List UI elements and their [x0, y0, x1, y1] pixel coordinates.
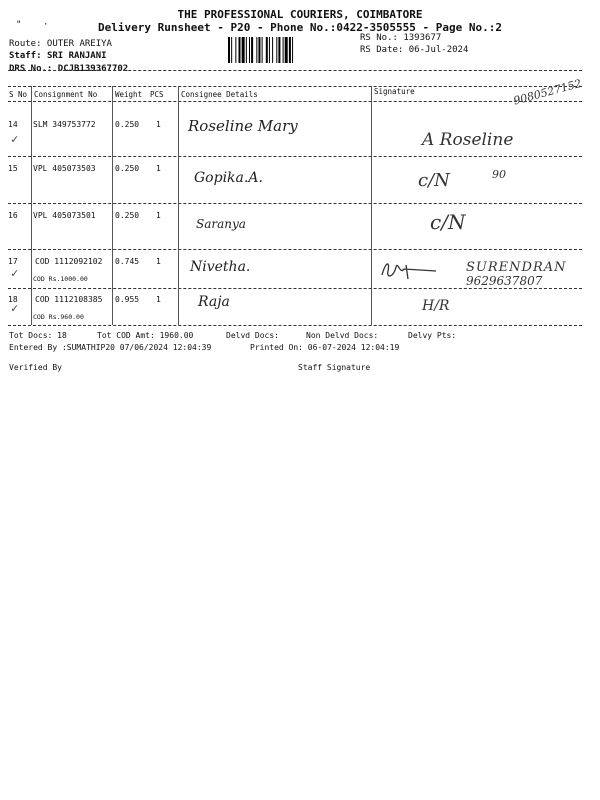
row-sno: 14	[8, 120, 18, 129]
row-consignee: Saranya	[196, 217, 246, 231]
row-pcs: 1	[156, 257, 161, 266]
row-divider-4	[8, 288, 582, 289]
col-line-2	[112, 86, 113, 325]
col-header-consignee: Consignee Details	[181, 90, 258, 99]
staff-line	[9, 51, 107, 61]
row-divider-2	[8, 203, 582, 204]
company-title: THE PROFESSIONAL COURIERS, COIMBATORE	[177, 8, 423, 21]
header-bottom-divider	[8, 101, 582, 102]
row-weight: 0.250	[115, 211, 140, 220]
row-signature: c/N	[418, 170, 450, 191]
col-header-signature: Signature	[374, 87, 415, 96]
row-cod-amount: COD Rs.1000.00	[33, 275, 88, 283]
row-sno: 18	[8, 295, 18, 304]
row-weight: 0.955	[115, 295, 140, 304]
col-header-sno: S No	[9, 90, 28, 99]
signature-scribble	[376, 257, 456, 283]
header-top-divider	[8, 86, 582, 87]
table-bottom-divider	[8, 325, 582, 326]
row-pcs: 1	[156, 120, 161, 129]
row-weight: 0.745	[115, 257, 140, 266]
row-sno: 17	[8, 257, 18, 266]
delivery-points: Delvy Pts:	[408, 331, 457, 340]
check-mark: ✓	[11, 266, 19, 280]
row-consignee: Raja	[198, 294, 230, 310]
staff-signature: Staff Signature	[298, 363, 371, 372]
drs-number: DCJB139367702	[57, 64, 129, 74]
col-line-1	[31, 86, 32, 325]
corner-mark-2: ·	[43, 20, 49, 30]
drs-line	[9, 64, 128, 74]
row-sno: 15	[8, 164, 18, 173]
total-cod-amount: Tot COD Amt: 1960.00	[97, 331, 194, 340]
non-delivered-docs: Non Delvd Docs:	[306, 331, 379, 340]
row-signature: A Roseline	[422, 130, 514, 150]
top-divider	[8, 70, 582, 71]
row-signature: c/N	[430, 210, 466, 234]
rs-number: RS No.: 1393677	[360, 33, 442, 43]
route-label: Route: OUTER AREIYA	[9, 39, 112, 49]
row-signature: H/R	[422, 298, 450, 314]
row-sno: 16	[8, 211, 18, 220]
verified-by: Verified By	[9, 363, 62, 372]
row-pcs: 1	[156, 211, 161, 220]
row-consignment: COD 1112092102	[35, 257, 103, 266]
row-divider-1	[8, 156, 582, 157]
row-pcs: 1	[156, 164, 161, 173]
staff-name: SRI RANJANI	[46, 51, 107, 61]
col-line-3	[178, 86, 179, 325]
printed-on: Printed On: 06-07-2024 12:04:19	[250, 343, 400, 352]
row-weight: 0.250	[115, 164, 140, 173]
col-header-weight: Weight	[115, 90, 143, 99]
total-docs: Tot Docs: 18	[9, 331, 67, 340]
row-consignee: Gopika.A.	[194, 170, 263, 186]
rs-date: RS Date: 06-Jul-2024	[360, 45, 469, 55]
row-consignment: VPL 405073501	[33, 211, 96, 220]
row-signature: SURENDRAN	[466, 260, 567, 275]
entered-by: Entered By :SUMATHIP20 07/06/2024 12:04:39	[9, 343, 212, 352]
check-mark: ✓	[11, 301, 19, 315]
row-signature-phone: 9629637807	[466, 274, 543, 288]
check-mark: ✓	[11, 132, 19, 146]
delivered-docs: Delvd Docs:	[226, 331, 279, 340]
row-signature-note: 90	[492, 168, 506, 181]
row-consignment: COD 1112108385	[35, 295, 103, 304]
corner-mark: "	[16, 20, 22, 30]
row-cod-amount: COD Rs.960.00	[33, 313, 84, 321]
row-signature-phone: 9080527152	[512, 76, 583, 108]
runsheet-title: Delivery Runsheet - P20 - Phone No.:0422-3505555 - Page No.:2	[98, 21, 502, 34]
row-consignee: Roseline Mary	[188, 117, 298, 135]
row-divider-3	[8, 249, 582, 250]
row-pcs: 1	[156, 295, 161, 304]
col-header-pcs: PCS	[150, 90, 164, 99]
row-consignment: SLM 349753772	[33, 120, 96, 129]
row-weight: 0.250	[115, 120, 140, 129]
col-header-consignment: Consignment No	[34, 90, 98, 99]
staff-label: Staff:	[9, 51, 47, 61]
col-line-4	[371, 86, 372, 325]
row-consignee: Nivetha.	[190, 259, 251, 275]
barcode	[228, 37, 356, 63]
drs-label: DRS No.:	[9, 64, 58, 74]
row-consignment: VPL 405073503	[33, 164, 96, 173]
